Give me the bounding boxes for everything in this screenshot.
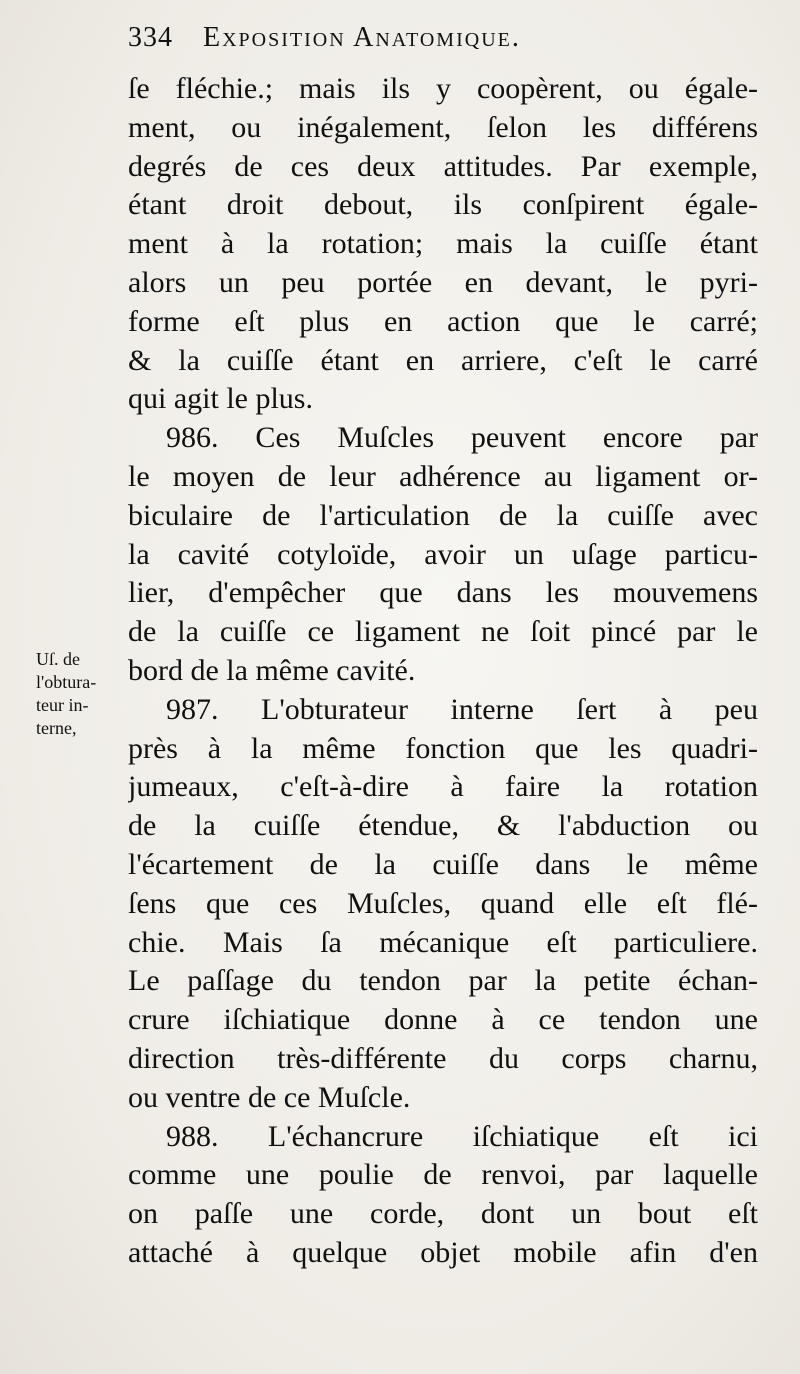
text-line: le moyen de leur adhérence au ligament or-	[128, 459, 758, 493]
text-line: & la cuiſſe étant en arriere, c'eſt le carré	[128, 343, 758, 377]
text-line: crure iſchiatique donne à ce tendon une	[128, 1003, 758, 1037]
page-header	[128, 22, 768, 72]
text-line: ment, ou inégalement, ſelon les différens	[128, 110, 758, 144]
margin-note-line: terne,	[36, 718, 77, 738]
text-line: ſens que ces Muſcles, quand elle eſt flé-	[128, 886, 758, 920]
text-line: chie. Mais ſa mécanique eſt particuliere.	[128, 925, 758, 959]
text-line: de la cuiſſe étendue, & l'abduction ou	[128, 809, 758, 843]
text-line: forme eſt plus en action que le carré;	[128, 304, 758, 338]
text-line: ſe fléchie.; mais ils y coopèrent, ou égale-	[128, 72, 758, 105]
text-line: étant droit debout, ils conſpirent égale-	[128, 188, 758, 222]
page-number: 334	[128, 22, 173, 53]
text-line: degrés de ces deux attitudes. Par exemple,	[128, 149, 758, 183]
paragraph-986-start: 986. Ces Muſcles peuvent encore par	[166, 421, 758, 455]
text-line: Le paſſage du tendon par la petite échan-	[128, 964, 758, 998]
text-line: de la cuiſſe ce ligament ne ſoit pincé par le	[128, 615, 758, 649]
margin-note-line: Uſ. de	[36, 649, 80, 669]
margin-note-line: teur in-	[36, 695, 89, 715]
text-line: près à la même fonction que les quadri-	[128, 731, 758, 765]
text-line: biculaire de l'articulation de la cuiſſe avec	[128, 498, 758, 532]
text-line: qui agit le plus.	[128, 382, 313, 416]
margin-note-line: l'obtura-	[36, 672, 97, 692]
text-line: on paſſe une corde, dont un bout eſt	[128, 1197, 758, 1231]
paragraph-988-start: 988. L'échancrure iſchiatique eſt ici	[166, 1119, 758, 1153]
text-line: attaché à quelque objet mobile afin d'en	[128, 1235, 758, 1269]
paragraph-987-start: 987. L'obturateur interne ſert à peu	[166, 692, 758, 726]
text-line: lier, d'empêcher que dans les mouvemens	[128, 576, 758, 610]
text-line: comme une poulie de renvoi, par laquelle	[128, 1158, 758, 1192]
text-line: alors un peu portée en devant, le pyri-	[128, 265, 758, 299]
text-line: l'écartement de la cuiſſe dans le même	[128, 847, 758, 881]
text-line: ou ventre de ce Muſcle.	[128, 1080, 411, 1114]
text-line: direction très-différente du corps charnu,	[128, 1041, 758, 1075]
margin-note	[36, 648, 128, 740]
body-text	[128, 70, 758, 1273]
text-line: la cavité cotyloïde, avoir un uſage particu-	[128, 537, 758, 571]
text-line: bord de la même cavité.	[128, 653, 416, 687]
running-title: Exposition Anatomique.	[203, 22, 521, 53]
text-line: jumeaux, c'eſt-à-dire à faire la rotation	[128, 770, 758, 804]
text-line: ment à la rotation; mais la cuiſſe étant	[128, 227, 758, 261]
